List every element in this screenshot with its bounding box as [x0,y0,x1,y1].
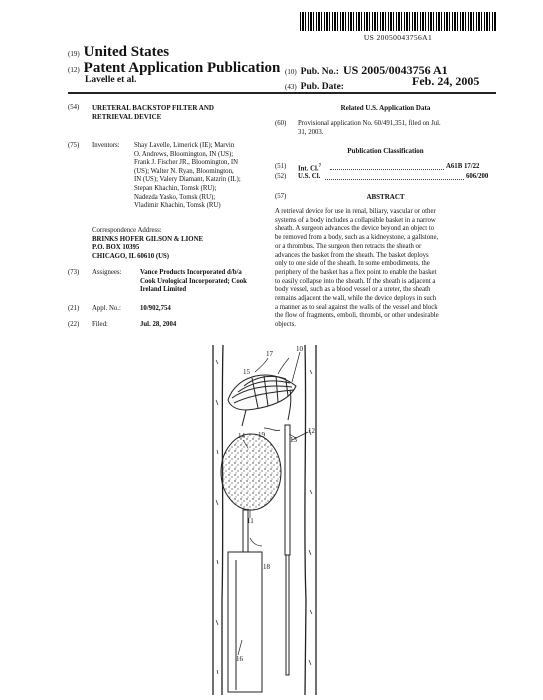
int-cl-code: (51) [275,163,287,170]
abstract-line: A retrieval device for use in renal, biliary, vascular or other [275,208,436,215]
us-cl-label: U.S. Cl. [298,173,321,180]
abstract-line: body vessel, such as a blood vessel or a ureter, the sheath [275,286,431,294]
doc-type: Patent Application Publication [83,60,281,76]
inventors-code: (75) [68,142,80,149]
provisional-code: (60) [275,120,287,127]
filed-date: Jul. 28, 2004 [140,321,177,328]
ref-label-11: 11 [247,517,254,525]
abstract-line: a manner as to seal against the walls of the vessel and block [275,303,438,311]
ref-label-18: 18 [263,563,270,571]
inventor-line: (US); Walter N. Ryan, Bloomington, [134,167,234,175]
vessel-left-wall [213,345,223,695]
assignees-label: Assignees: [92,269,122,276]
correspondence-line: BRINKS HOFER GILSON & LIONE [92,235,204,243]
abstract-line: remains adjacent the wall, while the device deploys in such [275,295,437,303]
filed-code: (22) [68,321,80,328]
basket [228,375,296,426]
title-line-1: URETERAL BACKSTOP FILTER AND [92,104,214,112]
ref-label-12: 12 [308,427,315,435]
ref-label-10: 10 [296,345,303,353]
ref-label-16: 16 [236,655,243,663]
provisional-line: Provisional application No. 60/491,351, filed on Jul. [298,120,441,127]
pub-no: US 2005/0043756 A1 [342,63,448,77]
abstract-code: (57) [275,193,287,200]
code-19: (19) [68,50,80,58]
ref-label-15: 15 [243,368,250,376]
appl-label: Appl. No.: [92,305,121,312]
appl-number: 10/902,754 [140,305,171,312]
code-12: (12) [68,66,80,74]
abstract-line: sheath. A surgeon advances the device beyond an object to [275,225,435,233]
appl-code: (21) [68,305,80,312]
int-cl-superscript: 7 [318,164,322,169]
assignee-line: Cook Urological Incorporated; Cook [140,277,247,285]
ref-label-14: 14 [238,432,245,440]
pub-date: Feb. 24, 2005 [412,74,480,88]
sheath [285,390,291,675]
ref-label-19: 19 [258,431,265,439]
inventor-line: Frank J. Fischer JR., Bloomington, IN [134,159,239,167]
vessel-right-wall [305,345,316,695]
abstract-line: only to one side of the sheath. In some embodiments, the [275,260,430,268]
barcode-number: US 20050043756A1 [363,33,433,42]
delivery-shaft [228,510,262,692]
inventor-line: Vladimir Khachin, Tomsk (RU) [134,202,221,210]
title-line-2: RETRIEVAL DEVICE [92,113,162,121]
abstract-line: to easily collapse into the sheath. If the sheath is adjacent a [275,277,436,285]
abstract-heading: ABSTRACT [366,193,405,201]
code-43: (43) [285,83,297,91]
related-heading: Related U.S. Application Data [340,104,431,112]
inventor-line: O. Andrews, Bloomington, IN (US); [134,150,234,158]
pub-no-label: Pub. No.: [300,67,339,77]
correspondence-line: CHICAGO, IL 60610 (US) [92,252,170,260]
abstract-line: periphery of the basket has a flex point to enable the basket [275,268,437,276]
inventor-line: Shay Lavelle, Limerick (IE); Marvin [134,142,235,149]
correspondence-label: Correspondence Address: [92,227,162,234]
assignee-line: Ireland Limited [140,286,187,294]
int-cl-label: Int. Cl.$^7$ [298,164,322,173]
correspondence-line: P.O. BOX 10395 [92,244,140,252]
us-cl-value: 606/200 [466,173,489,180]
pub-date-label: Pub. Date: [300,82,344,92]
ref-label-13: 13 [290,436,297,444]
authors: Lavelle et al. [85,75,137,85]
abstract-line: systems of a body includes a collapsible basket in a narrow [275,216,436,224]
us-cl-code: (52) [275,173,287,180]
inventor-line: Stepan Khachin, Tomsk (RU); [134,184,217,192]
int-cl-value: A61B 17/22 [446,163,480,170]
title-code: (54) [68,104,80,111]
provisional-line: 31, 2003. [298,128,324,136]
abstract-line: or a thrombus. The surgeon then retracts the sheath or [275,242,422,250]
stone [221,434,281,510]
classification-heading: Publication Classification [347,147,424,155]
abstract-line: the flow of fragments, emboli, thrombi, or other undesirable [275,312,439,320]
assignees-code: (73) [68,269,80,276]
inventor-line: Nadezda Yasko, Tomsk (RU); [134,193,216,201]
code-10: (10) [285,68,297,76]
country: United States [83,44,170,60]
abstract-line: objects. [275,321,296,329]
abstract-line: be removed from a body, such as a kidneystone, a gallstone, [275,234,439,242]
inventor-line: IN (US); Valery Diamant, Katzrin (IL); [134,176,241,184]
assignee-line: Vance Products Incorporated d/b/a [140,269,242,276]
inventors-label: Inventors: [92,142,120,149]
ref-label-17: 17 [266,350,273,358]
abstract-line: advances the basket from the sheath. The basket deploys [275,251,429,259]
filed-label: Filed: [92,321,108,328]
